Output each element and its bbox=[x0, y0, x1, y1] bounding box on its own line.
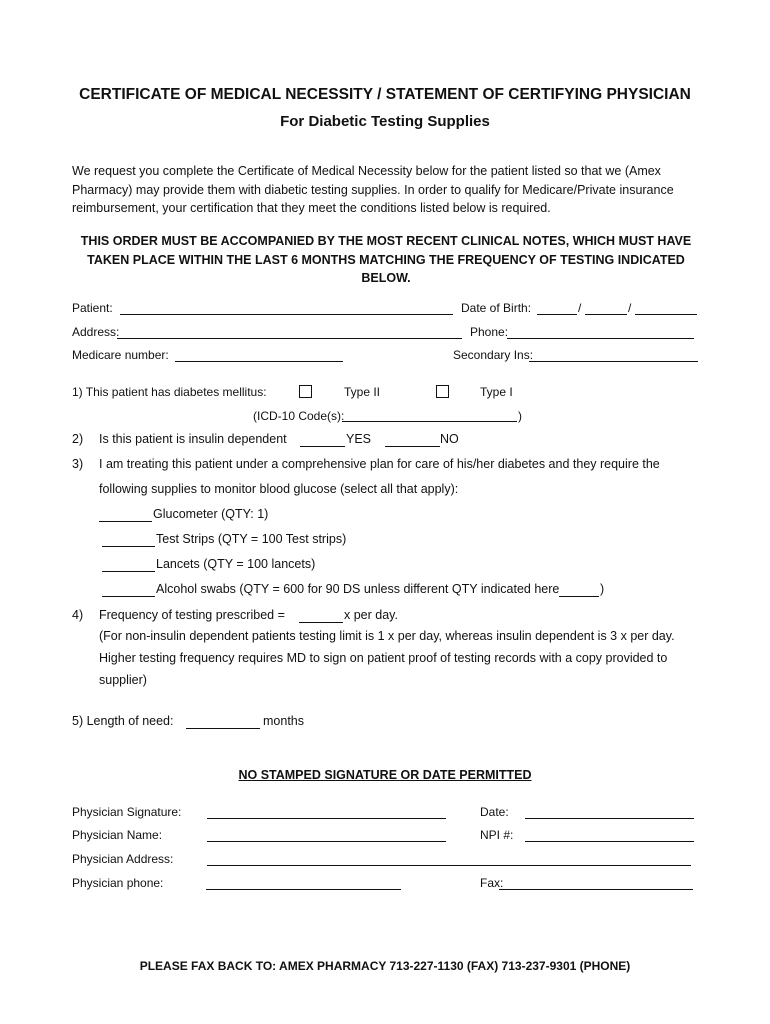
type2-label: Type II bbox=[344, 385, 381, 399]
frequency-field[interactable] bbox=[299, 622, 343, 623]
glucometer-field[interactable] bbox=[99, 521, 152, 522]
q3-text-cont: following supplies to monitor blood glucose (select all that apply): bbox=[99, 482, 459, 496]
fax-back-notice: PLEASE FAX BACK TO: AMEX PHARMACY 713-227-1130 (FAX) 713-237-9301 (PHONE) bbox=[139, 959, 631, 973]
dob-year-field[interactable] bbox=[635, 314, 697, 315]
secondary-ins-field[interactable] bbox=[529, 361, 698, 362]
yes-label: YES bbox=[346, 432, 372, 446]
dob-separator: / bbox=[578, 301, 582, 315]
test-strips-label: Test Strips (QTY = 100 Test strips) bbox=[156, 532, 347, 546]
alcohol-swabs-close: ) bbox=[600, 582, 605, 596]
no-field[interactable] bbox=[385, 446, 440, 447]
q2-text: Is this patient is insulin dependent bbox=[99, 432, 287, 446]
q4-note-line3: supplier) bbox=[99, 673, 147, 687]
alcohol-swabs-qty-field[interactable] bbox=[559, 596, 599, 597]
icd-field[interactable] bbox=[342, 421, 517, 422]
no-label: NO bbox=[440, 432, 459, 446]
alcohol-swabs-label: Alcohol swabs (QTY = 600 for 90 DS unless different QTY indicated here bbox=[156, 582, 560, 596]
phone-label: Phone: bbox=[470, 325, 509, 339]
q3-number: 3) bbox=[72, 457, 84, 471]
alcohol-swabs-field[interactable] bbox=[102, 596, 155, 597]
address-field[interactable] bbox=[117, 338, 462, 339]
q4-text: Frequency of testing prescribed = bbox=[99, 608, 285, 622]
fax-label: Fax: bbox=[480, 876, 504, 890]
lancets-field[interactable] bbox=[102, 571, 155, 572]
frequency-suffix: x per day. bbox=[344, 608, 398, 622]
type1-label: Type I bbox=[480, 385, 513, 399]
glucometer-label: Glucometer (QTY: 1) bbox=[153, 507, 269, 521]
dob-label: Date of Birth: bbox=[461, 301, 532, 315]
q5-text: 5) Length of need: bbox=[72, 714, 174, 728]
type2-checkbox[interactable] bbox=[299, 385, 312, 398]
fax-field[interactable] bbox=[499, 889, 693, 890]
q4-note-line1: (For non-insulin dependent patients testing limit is 1 x per day, whereas insulin dependent is 3 x per day. bbox=[99, 629, 675, 643]
patient-field[interactable] bbox=[120, 314, 453, 315]
physician-name-label: Physician Name: bbox=[72, 828, 163, 842]
physician-phone-label: Physician phone: bbox=[72, 876, 164, 890]
yes-field[interactable] bbox=[300, 446, 345, 447]
physician-address-field[interactable] bbox=[207, 865, 691, 866]
q1-text: 1) This patient has diabetes mellitus: bbox=[72, 385, 267, 399]
medicare-field[interactable] bbox=[175, 361, 343, 362]
icd-close: ) bbox=[518, 409, 522, 423]
intro-paragraph: We request you complete the Certificate of Medical Necessity below for the patient listed so that we (Amex Pharmacy) may provide them with diabetic testing supplies. In order to qualify for Medicare/Private insurance reimbursement, your certification that they meet the conditions listed below is required. bbox=[72, 164, 674, 215]
dob-separator: / bbox=[628, 301, 632, 315]
type1-checkbox[interactable] bbox=[436, 385, 449, 398]
date-field[interactable] bbox=[525, 818, 694, 819]
phone-field[interactable] bbox=[507, 338, 694, 339]
length-of-need-field[interactable] bbox=[186, 728, 260, 729]
q3-text: I am treating this patient under a comprehensive plan for care of his/her diabetes and they require the bbox=[99, 457, 660, 471]
form-title: CERTIFICATE OF MEDICAL NECESSITY / STATEMENT OF CERTIFYING PHYSICIAN bbox=[79, 86, 691, 103]
physician-signature-field[interactable] bbox=[207, 818, 446, 819]
physician-signature-label: Physician Signature: bbox=[72, 805, 182, 819]
patient-label: Patient: bbox=[72, 301, 113, 315]
physician-address-label: Physician Address: bbox=[72, 852, 174, 866]
secondary-ins-label: Secondary Ins: bbox=[453, 348, 534, 362]
date-label: Date: bbox=[480, 805, 509, 819]
npi-field[interactable] bbox=[525, 841, 694, 842]
dob-month-field[interactable] bbox=[537, 314, 577, 315]
physician-phone-field[interactable] bbox=[206, 889, 401, 890]
q4-note-line2: Higher testing frequency requires MD to sign on patient proof of testing records with a copy provided to bbox=[99, 651, 668, 665]
order-notice: THIS ORDER MUST BE ACCOMPANIED BY THE MOST RECENT CLINICAL NOTES, WHICH MUST HAVE TAKEN PLACE WITHIN THE LAST 6 MONTHS MATCHING THE FREQUENCY OF TESTING INDICATED BELOW. bbox=[80, 234, 692, 285]
q4-number: 4) bbox=[72, 608, 84, 622]
physician-name-field[interactable] bbox=[207, 841, 446, 842]
no-stamp-notice: NO STAMPED SIGNATURE OR DATE PERMITTED bbox=[238, 768, 532, 782]
form-subtitle: For Diabetic Testing Supplies bbox=[280, 113, 490, 130]
lancets-label: Lancets (QTY = 100 lancets) bbox=[156, 557, 316, 571]
test-strips-field[interactable] bbox=[102, 546, 155, 547]
npi-label: NPI #: bbox=[480, 828, 514, 842]
medicare-label: Medicare number: bbox=[72, 348, 169, 362]
q2-number: 2) bbox=[72, 432, 84, 446]
icd-label: (ICD-10 Code(s): bbox=[253, 409, 345, 423]
dob-day-field[interactable] bbox=[585, 314, 627, 315]
q5-suffix: months bbox=[263, 714, 304, 728]
address-label: Address: bbox=[72, 325, 120, 339]
